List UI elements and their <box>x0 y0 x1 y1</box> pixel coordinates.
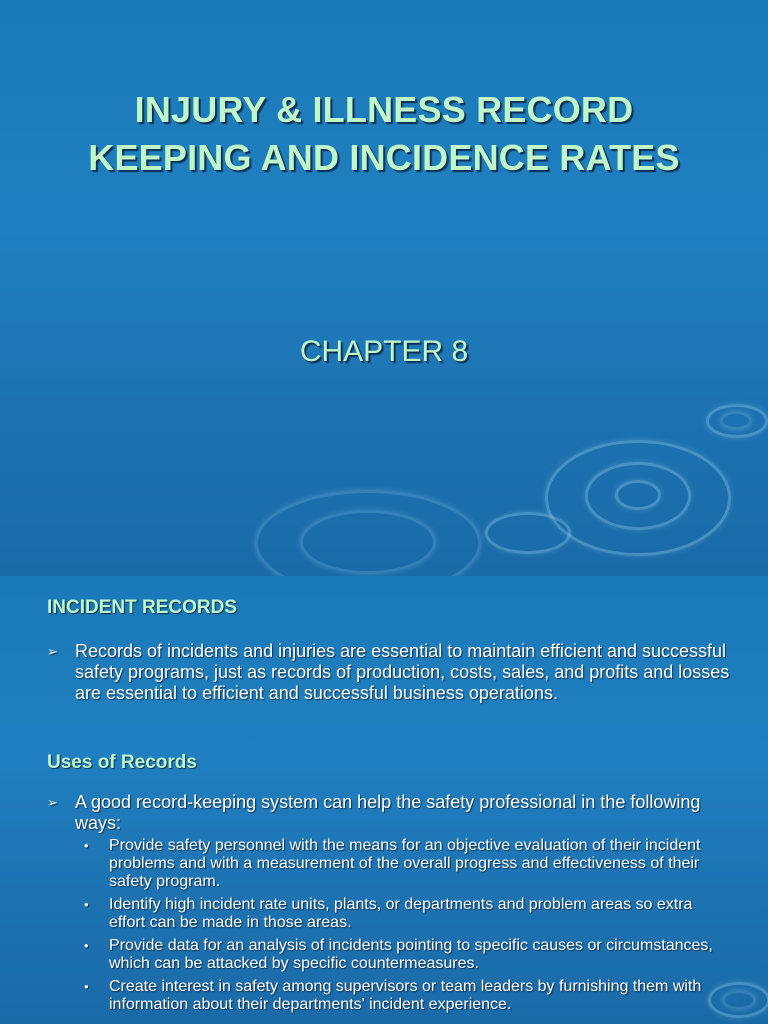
subsection-heading: Uses of Records <box>47 752 197 773</box>
bullet-item <box>47 641 747 704</box>
slide-title <box>0 86 768 182</box>
bullet-text: A good record-keeping system can help the safety professional in the following ways: <box>75 792 701 833</box>
water-ripple-decoration <box>300 510 436 574</box>
title-line-1: INJURY & ILLNESS RECORD <box>134 89 634 130</box>
sub-bullet-item <box>84 978 724 1014</box>
dot-bullet-icon: • <box>84 938 89 953</box>
water-ripple-decoration <box>720 411 752 430</box>
water-ripple-decoration <box>615 480 661 510</box>
sub-bullet-text: Provide safety personnel with the means for an objective evaluation of their incident problems and with a measurement of the overall progress and effectiveness of their safety program. <box>109 837 701 890</box>
arrow-bullet-icon: ➢ <box>47 644 58 659</box>
dot-bullet-icon: • <box>84 897 89 912</box>
title-line-2: KEEPING AND INCIDENCE RATES <box>88 137 680 178</box>
bullet-item <box>47 792 747 834</box>
sub-bullet-text: Create interest in safety among supervisors or team leaders by furnishing them with information about their departments' incident experience. <box>109 978 702 1013</box>
section-heading: INCIDENT RECORDS <box>47 597 238 618</box>
sub-bullet-text: Provide data for an analysis of incidents pointing to specific causes or circumstances, which can be attacked by specific countermeasures. <box>109 937 713 972</box>
sub-bullet-item <box>84 937 724 973</box>
arrow-bullet-icon: ➢ <box>47 795 58 810</box>
dot-bullet-icon: • <box>84 979 89 994</box>
bullet-text: Records of incidents and injuries are essential to maintain efficient and successful safety programs, just as records of production, costs, sales, and profits and losses are essential to efficient and successful business operations. <box>75 641 730 703</box>
water-ripple-decoration <box>722 990 756 1010</box>
water-ripple-decoration <box>485 512 571 554</box>
dot-bullet-icon: • <box>84 838 89 853</box>
sub-bullet-text: Identify high incident rate units, plants, or departments and problem areas so extra effort can be made in those areas. <box>109 896 693 931</box>
sub-bullet-list <box>84 837 724 1019</box>
sub-bullet-item <box>84 896 724 932</box>
sub-bullet-item <box>84 837 724 891</box>
chapter-subtitle: CHAPTER 8 <box>299 335 469 368</box>
content-slide <box>0 576 768 1024</box>
